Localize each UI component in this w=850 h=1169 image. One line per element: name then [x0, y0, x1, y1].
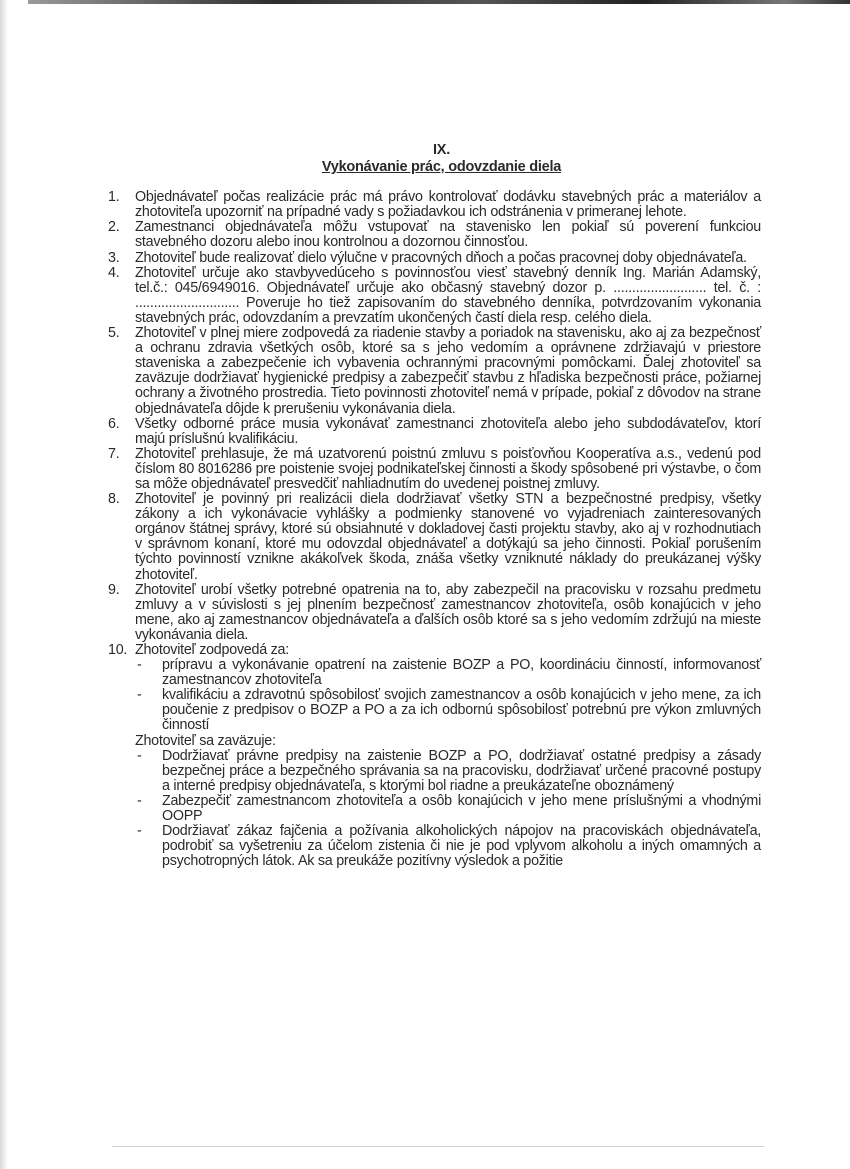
clause-item — [108, 251, 761, 266]
clause-item — [108, 266, 761, 326]
clause-text: Zhotoviteľ v plnej miere zodpovedá za riadenie stavby a poriadok na stavenisku, ako aj za bezpečnosť a ochranu zdravia všetkých osôb, ktoré sa s jeho vedomím a oprávnene zdržiavajú v priestore staveniska a zabezpečenie ich vybavenia ochrannými pracovnými pomôckami. Ďalej zhotoviteľ sa zaväzuje dodržiavať hygienické predpisy a zabezpečiť stavbu z hľadiska bezpečnosti práce, požiarnej ochrany a životného prostredia. Tieto povinnosti zhotoviteľ nemá v prípade, pokiaľ z dôvodov na strane objednávateľa dôjde k prerušeniu vykonávania diela. — [135, 325, 761, 417]
clause-text: Zhotoviteľ určuje ako stavbyvedúceho s povinnosťou viesť stavebný denník Ing. Marián Adamský, tel.č.: 045/6949016. Objednávateľ určuje ako občasný stavebný dozor p. ......................... tel. č. : ............................ Poveruje ho tiež zapisovaním do stavebného denníka, potvrdzovaním vykonania stavebných prác, odovzdaním a prevzatím ukončených častí diela resp. celého diela. — [135, 264, 761, 326]
commitment-item — [135, 824, 761, 869]
responsibility-list — [135, 658, 761, 733]
dash-bullet: - — [137, 657, 142, 674]
commitment-text: Dodržiavať zákaz fajčenia a požívania alkoholických nápojov na pracoviskách objednávateľa, podrobiť sa vyšetreniu za účelom zistenia či nie je pod vplyvom alkoholu a iných omamných a psychotropných látok. Ak sa preukáže pozitívny výsledok a požitie — [162, 823, 761, 870]
scan-edge-left — [0, 0, 8, 1169]
clause-item — [108, 447, 761, 492]
clause-item — [108, 326, 761, 417]
clause-text: Zhotoviteľ je povinný pri realizácii diela dodržiavať všetky STN a bezpečnostné predpisy, všetky zákony a ich vykonávacie vyhlášky a podmienky stanovené vo vyjadreniach zainteresovaných orgánov štátnej správy, ktoré sú obsiahnuté v dokladovej časti projektu stavby, ako aj v rozhodnutiach v správnom konaní, ktoré mu odovzdal objednávateľ a dotýkajú sa jeho činnosti. Pokiaľ porušením týchto povinností vznikne akákoľvek škoda, znáša všetky vzniknuté náklady do preukázanej výšky zhotoviteľ. — [135, 491, 761, 583]
clause-number: 3. — [108, 249, 120, 266]
clause-number: 10. — [108, 642, 128, 658]
clause-number: 8. — [108, 491, 120, 508]
commitment-text: Zabezpečiť zamestnancom zhotoviteľa a osôb konajúcich v jeho mene príslušnými a vhodnými OOPP — [162, 792, 761, 825]
dash-bullet: - — [137, 687, 142, 704]
section-number: IX. — [433, 142, 450, 158]
clause-item — [108, 492, 761, 583]
clause-text: Zhotoviteľ bude realizovať dielo výlučne v pracovných dňoch a počas pracovnej doby objednávateľa. — [135, 249, 747, 266]
clause-text: Všetky odborné práce musia vykonávať zamestnanci zhotoviteľa alebo jeho subdodávateľov, ktorí majú príslušnú kvalifikáciu. — [135, 415, 761, 447]
clause-number: 2. — [108, 219, 120, 236]
clause-number: 1. — [108, 189, 120, 206]
clause-text: Zhotoviteľ prehlasuje, že má uzatvorenú poistnú zmluvu s poisťovňou Kooperatíva a.s., vedenú pod číslom 80 8016286 pre poistenie svojej podnikateľskej činnosti a škody spôsobené pri výstavbe, o čom sa môže objednávateľ presvedčiť nahliadnutím do uvedenej poistnej zmluvy. — [135, 445, 761, 492]
responsibility-text: prípravu a vykonávanie opatrení na zaistenie BOZP a PO, koordináciu činností, informovanosť zamestnancov zhotoviteľa — [162, 657, 761, 689]
section-title: Vykonávanie prác, odovzdanie diela — [321, 159, 562, 176]
dash-bullet: - — [137, 747, 142, 764]
commitments-intro: Zhotoviteľ sa zaväzuje: — [135, 732, 276, 749]
clause-text: Objednávateľ počas realizácie prác má právo kontrolovať dodávku stavebných prác a materiálov a zhotoviteľa upozorniť na prípadné vady s požiadavkou ich odstránenia v primeranej lehote. — [135, 189, 761, 221]
clause-item — [108, 417, 761, 447]
dash-bullet: - — [137, 823, 142, 840]
clause-item — [108, 190, 761, 220]
clause-number: 6. — [108, 415, 120, 432]
clause-item — [108, 583, 761, 643]
clause-number: 7. — [108, 445, 120, 462]
clause-number: 5. — [108, 325, 120, 342]
commitment-item — [135, 794, 761, 824]
clause-item — [108, 220, 761, 250]
responsibility-item — [135, 688, 761, 733]
footer-rule — [112, 1146, 764, 1147]
clause-10-intro: Zhotoviteľ zodpovedá za: — [135, 642, 289, 658]
document-page — [108, 143, 761, 869]
clause-item-10 — [108, 643, 761, 869]
dash-bullet: - — [137, 792, 142, 809]
clause-text: Zamestnanci objednávateľa môžu vstupovať na stavenisko len pokiaľ sú poverení funkciou stavebného dozoru alebo inou kontrolnou a dozornou činnosťou. — [135, 219, 761, 251]
commitment-text: Dodržiavať právne predpisy na zaistenie BOZP a PO, dodržiavať ostatné predpisy a zásady bezpečnej práce a bezpečného správania sa na pracovisku, dodržiavať určené pracovné postupy a interné predpisy objednávateľa, s ktorými bol riadne a preukázateľne oboznámený — [162, 747, 761, 794]
commitment-item — [135, 749, 761, 794]
responsibility-item — [135, 658, 761, 688]
responsibility-text: kvalifikáciu a zdravotnú spôsobilosť svojich zamestnancov a osôb konajúcich v jeho mene, za ich poučenie z predpisov o BOZP a PO a za ich odbornú spôsobilosť potrebnú pre výkon zmluvných činností — [162, 687, 761, 734]
clause-list — [108, 190, 761, 869]
clause-text: Zhotoviteľ urobí všetky potrebné opatrenia na to, aby zabezpečil na pracovisku v rozsahu predmetu zmluvy a v súvislosti s jej plnením bezpečnosť zamestnancov zhotoviteľa, osôb konajúcich v jeho mene, ako aj zamestnancov objednávateľa a ďalších osôb ktoré sa s jeho vedomím zdržujú na mieste vykonávania diela. — [135, 581, 761, 643]
commitment-list — [135, 749, 761, 870]
clause-number: 9. — [108, 581, 120, 598]
clause-number: 4. — [108, 264, 120, 281]
scan-edge-top — [28, 0, 850, 4]
